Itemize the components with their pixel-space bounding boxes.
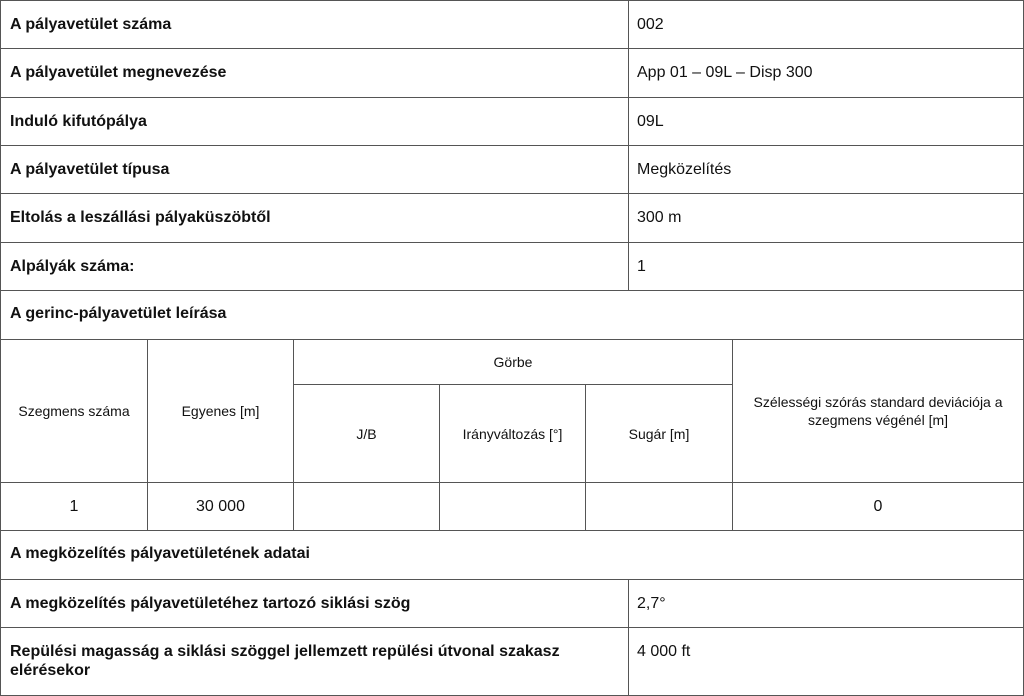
- col-header-radius: Sugár [m]: [586, 385, 733, 483]
- row-label: A pályavetület típusa: [1, 146, 629, 193]
- table-row: [1, 194, 1023, 243]
- table-row: [1, 98, 1023, 146]
- sd-cell: 0: [733, 483, 1023, 531]
- row-label: A pályavetület száma: [1, 1, 629, 48]
- turn-cell: [440, 483, 586, 531]
- col-header-curve: Görbe: [294, 340, 733, 385]
- row-value: 002: [637, 16, 664, 33]
- row-label: A megközelítés pályavetületéhez tartozó siklási szög: [1, 580, 629, 627]
- col-header-segment: Szegmens száma: [1, 340, 148, 483]
- straight-cell: 30 000: [148, 483, 294, 531]
- lr-cell: [294, 483, 440, 531]
- table-row: [1, 1, 1023, 49]
- row-label: Repülési magasság a siklási szöggel jellemzett repülési útvonal szakasz elérésekor: [1, 628, 629, 695]
- table-row: [1, 49, 1023, 98]
- row-value: 1: [637, 258, 646, 275]
- segment-number-cell: 1: [1, 483, 148, 531]
- col-header-sd: Szélességi szórás standard deviációja a szegmens végénél [m]: [733, 340, 1023, 483]
- col-header-lr: J/B: [294, 385, 440, 483]
- row-value: 09L: [637, 113, 664, 130]
- table-row: [1, 146, 1023, 194]
- approach-section-title: A megközelítés pályavetületének adatai: [1, 531, 1023, 580]
- row-label: A pályavetület megnevezése: [1, 49, 629, 97]
- row-value: 300 m: [637, 209, 682, 226]
- row-label: Alpályák száma:: [1, 243, 629, 290]
- table-row: [1, 243, 1023, 291]
- spine-section-title: A gerinc-pályavetület leírása: [1, 291, 1023, 340]
- col-header-turn: Irányváltozás [°]: [440, 385, 586, 483]
- table-row: [1, 628, 1023, 695]
- row-value: App 01 – 09L – Disp 300: [637, 64, 813, 81]
- row-label: Induló kifutópálya: [1, 98, 629, 145]
- row-value: 4 000 ft: [637, 643, 691, 660]
- radius-cell: [586, 483, 733, 531]
- col-header-straight: Egyenes [m]: [148, 340, 294, 483]
- row-value: Megközelítés: [637, 161, 732, 178]
- row-value: 2,7°: [637, 595, 666, 612]
- row-label: Eltolás a leszállási pályaküszöbtől: [1, 194, 629, 242]
- table-row: [1, 580, 1023, 628]
